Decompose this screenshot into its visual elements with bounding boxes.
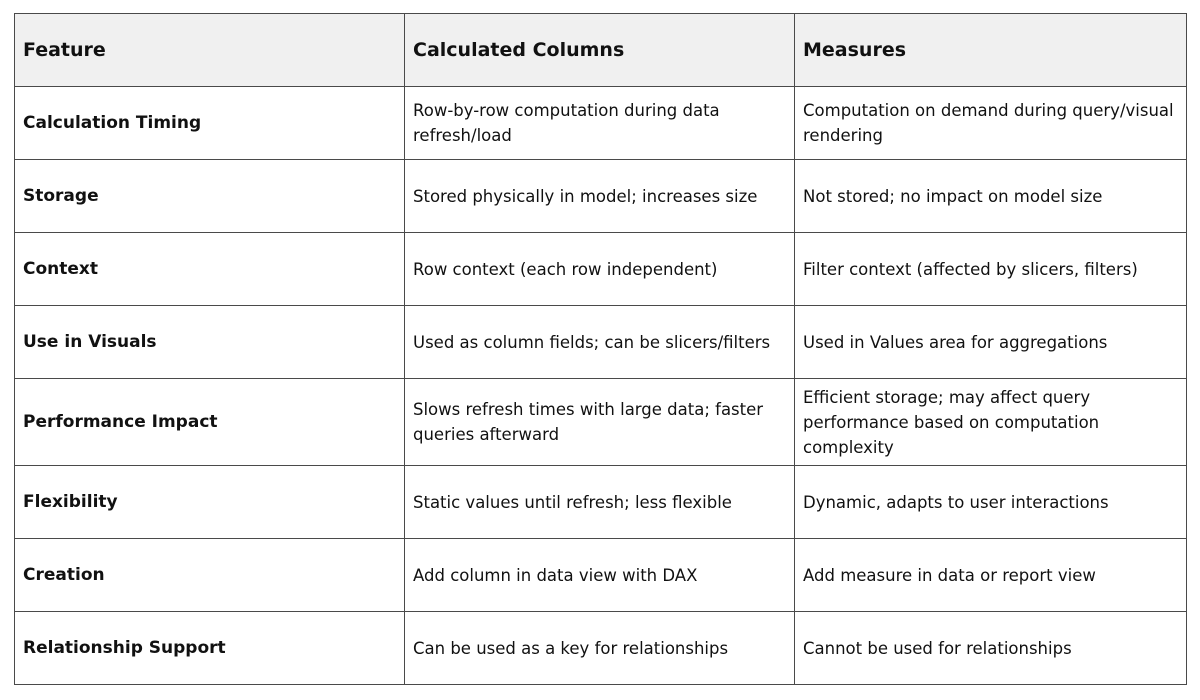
table-row [15,612,1187,685]
comparison-table [14,13,1187,685]
table-row [15,87,1187,160]
table-row [15,160,1187,233]
row-calculated-columns-cell: Used as column fields; can be slicers/filters [405,306,795,379]
row-feature-cell: Context [15,233,405,306]
row-feature-cell: Use in Visuals [15,306,405,379]
row-measures-cell: Add measure in data or report view [795,539,1187,612]
row-measures-cell: Dynamic, adapts to user interactions [795,466,1187,539]
table-row [15,379,1187,466]
header-feature: Feature [15,14,405,87]
row-measures-cell: Not stored; no impact on model size [795,160,1187,233]
table-row [15,539,1187,612]
row-feature-cell: Creation [15,539,405,612]
row-calculated-columns-cell: Add column in data view with DAX [405,539,795,612]
row-calculated-columns-cell: Can be used as a key for relationships [405,612,795,685]
row-measures-cell: Filter context (affected by slicers, filters) [795,233,1187,306]
table-row [15,306,1187,379]
table-header [15,14,1187,87]
row-calculated-columns-cell: Slows refresh times with large data; faster queries afterward [405,379,795,466]
table-row [15,233,1187,306]
row-measures-cell: Efficient storage; may affect query performance based on computation complexity [795,379,1187,466]
row-calculated-columns-cell: Stored physically in model; increases size [405,160,795,233]
row-measures-cell: Used in Values area for aggregations [795,306,1187,379]
comparison-table-container [14,13,1186,685]
header-calculated-columns: Calculated Columns [405,14,795,87]
row-calculated-columns-cell: Static values until refresh; less flexible [405,466,795,539]
row-feature-cell: Relationship Support [15,612,405,685]
row-measures-cell: Computation on demand during query/visual rendering [795,87,1187,160]
row-calculated-columns-cell: Row context (each row independent) [405,233,795,306]
table-body [15,87,1187,685]
row-feature-cell: Performance Impact [15,379,405,466]
header-measures: Measures [795,14,1187,87]
row-measures-cell: Cannot be used for relationships [795,612,1187,685]
row-feature-cell: Calculation Timing [15,87,405,160]
row-calculated-columns-cell: Row-by-row computation during data refresh/load [405,87,795,160]
row-feature-cell: Flexibility [15,466,405,539]
header-row [15,14,1187,87]
table-row [15,466,1187,539]
row-feature-cell: Storage [15,160,405,233]
